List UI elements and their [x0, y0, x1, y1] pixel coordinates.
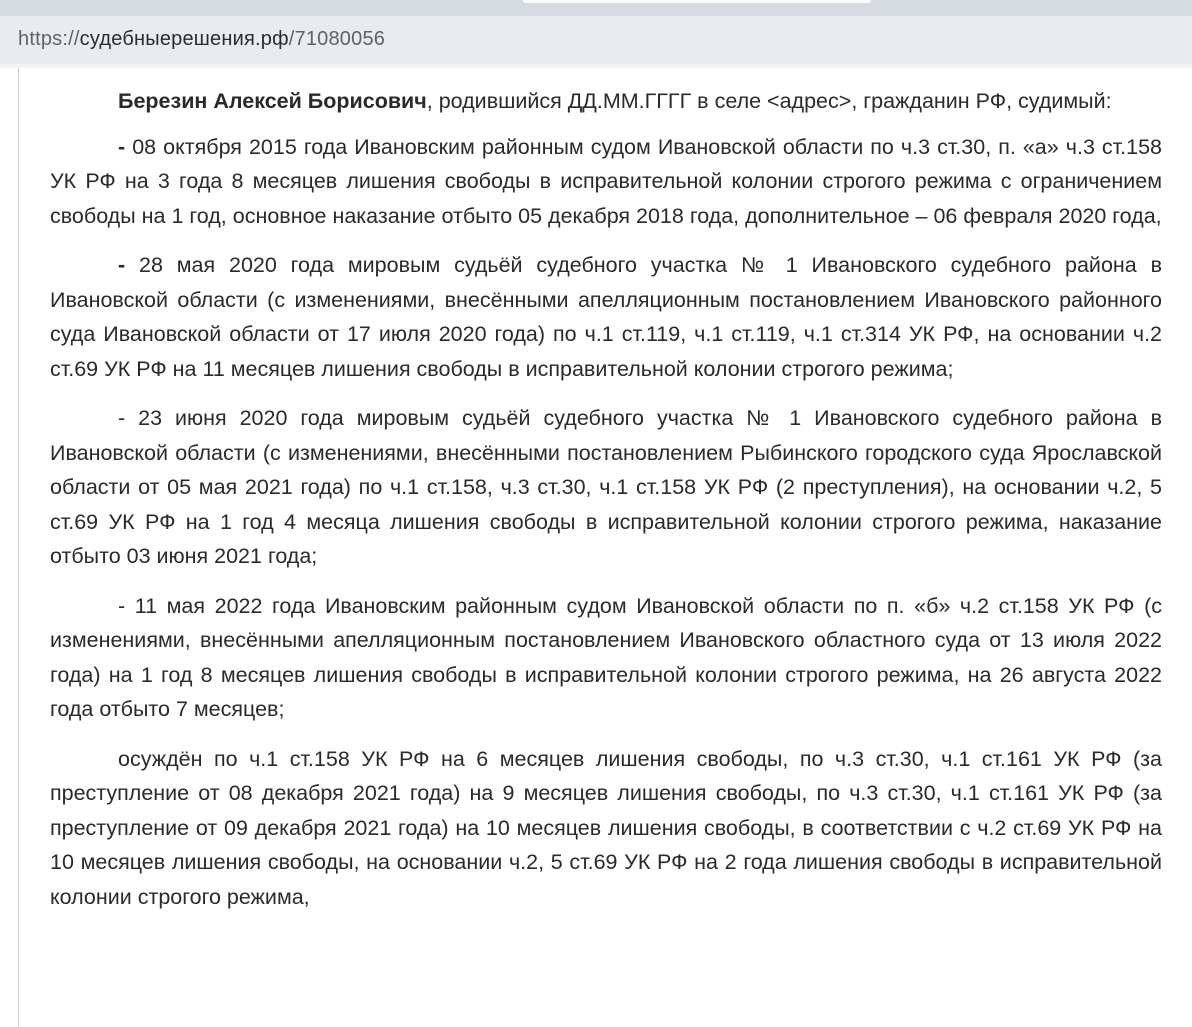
defendant-intro — [50, 84, 1162, 119]
sentence-paragraph: осуждён по ч.1 ст.158 УК РФ на 6 месяцев лишения свободы, по ч.3 ст.30, ч.1 ст.161 УК РФ (за преступление от 08 декабря 2021 года) на 9 месяцев лишения свободы, по ч.3 ст.30, ч.1 ст.161 УК РФ (за преступление от 09 декабря 2021 года) на 10 месяцев лишения свободы, в соответствии с ч.2 ст.69 УК РФ на 10 месяцев лишения свободы, на основании ч.2, 5 ст.69 УК РФ на 2 года лишения свободы в исправительной колонии строгого режима, — [50, 746, 1162, 909]
url-path: /71080056 — [288, 28, 386, 50]
url-scheme: https:// — [18, 28, 80, 50]
active-tab-edge[interactable] — [523, 0, 871, 3]
item-dash: - — [118, 253, 126, 277]
conviction-item: - 23 июня 2020 года мировым судьёй судебного участка № 1 Ивановского судебного района в Ивановской области (с изменениями, внесёнными постановлением Рыбинского городского суда Ярославской области от 05 мая 2021 года) по ч.1 ст.158, ч.3 ст.30, ч.1 ст.158 УК РФ (2 преступления), на основании ч.2, 5 ст.69 УК РФ на 1 год 4 месяца лишения свободы в исправительной колонии строгого режима, наказание отбыто 03 июня 2021 года; — [50, 406, 1162, 568]
conviction-item: - 11 мая 2022 года Ивановским районным судом Ивановской области по п. «б» ч.2 ст.158 УК РФ (с изменениями, внесёнными апелляционным постановлением Ивановского областного суда от 13 июля 2022 года) на 1 год 8 месяцев лишения свободы в исправительной колонии строгого режима, на 26 августа 2022 года отбыто 7 месяцев; — [50, 593, 1162, 721]
conviction-text: 28 мая 2020 года мировым судьёй судебного участка № 1 Ивановского судебного района в Ивановской области (с изменениями, внесёнными апелляционным постановлением Ивановского районного суда Ивановской области от 17 июля 2020 года) по ч.1 ст.119, ч.1 ст.119, ч.1 ст.314 УК РФ, на основании ч.2 ст.69 УК РФ на 11 месяцев лишения свободы в исправительной колонии строгого режима; — [50, 253, 1162, 381]
defendant-name: Березин Алексей Борисович — [118, 89, 427, 113]
browser-tab-bar — [0, 0, 1192, 16]
conviction-text: 08 октября 2015 года Ивановским районным судом Ивановской области по ч.3 ст.30, п. «а» ч.3 ст.158 УК РФ на 3 года 8 месяцев лишения свободы в исправительной колонии строгого режима с ограничением свободы на 1 год, основное наказание отбыто 05 декабря 2018 года, дополнительное – 06 февраля 2020 года, — [50, 134, 1162, 228]
url-host: судебныерешения.рф — [79, 28, 289, 50]
url-text[interactable] — [18, 28, 385, 51]
conviction-item — [50, 130, 1162, 234]
conviction-item — [50, 248, 1162, 386]
address-bar[interactable] — [0, 16, 1192, 64]
defendant-details: , родившийся ДД.ММ.ГГГГ в селе <адрес>, гражданин РФ, судимый: — [426, 89, 1112, 113]
item-dash: - — [118, 134, 126, 159]
document-body — [50, 84, 1162, 929]
